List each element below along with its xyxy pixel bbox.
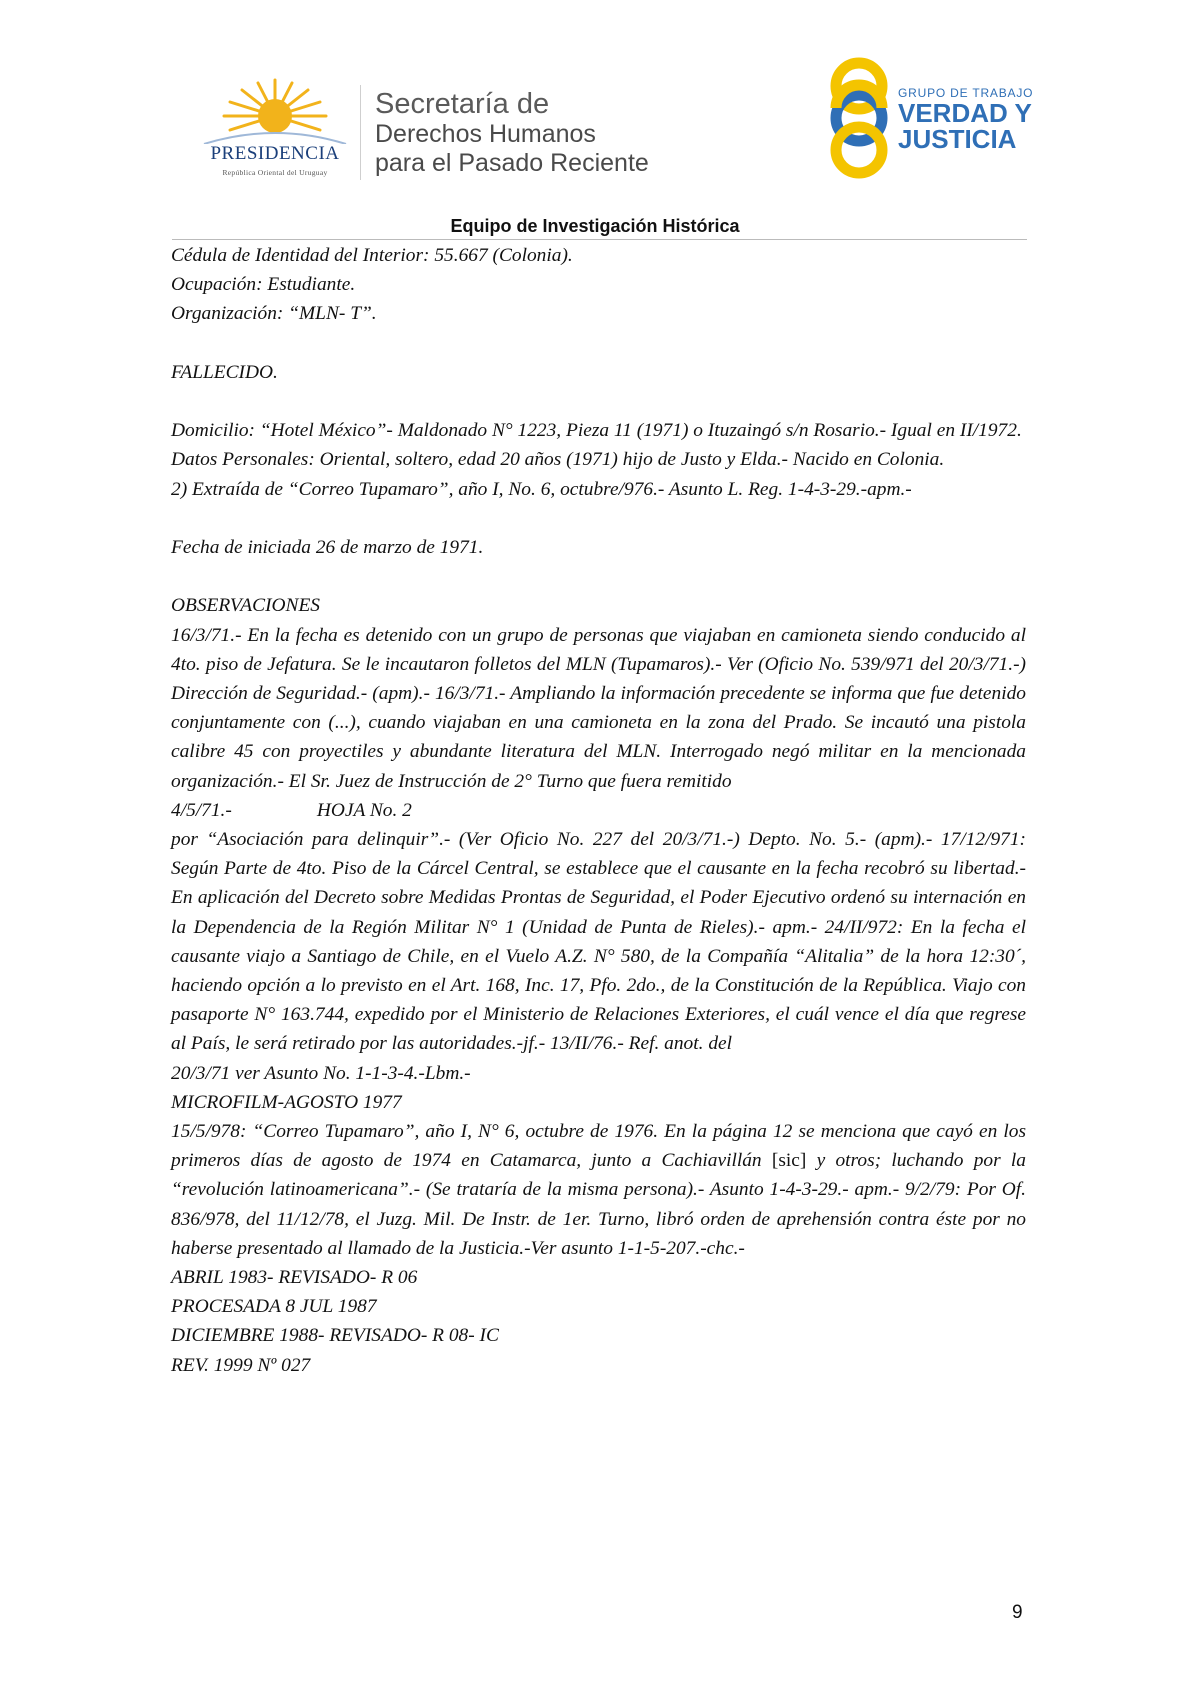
secretaria-line-3: para el Pasado Reciente: [375, 149, 649, 177]
diciembre-line: DICIEMBRE 1988- REVISADO- R 08- IC: [171, 1325, 499, 1347]
equipo-title: Equipo de Investigación Histórica: [450, 216, 740, 236]
organizacion-line: Organización: “MLN- T”.: [171, 303, 377, 325]
verdad-justicia-rings-icon: [822, 56, 897, 180]
sun-icon: [196, 78, 354, 144]
rev-line: REV. 1999 Nº 027: [171, 1354, 311, 1376]
datos-personales-paragraph: Datos Personales: Oriental, soltero, edad 20 años (1971) hijo de Justo y Elda.- Nacido en Colonia.: [171, 449, 945, 471]
observaciones-paragraph-3: [171, 1117, 1026, 1263]
obs3-part-b: y otros; luchando por la “revolución latinoamericana”.- (Se trataría de la misma persona).- Asunto 1-4-3-29.- apm.- 9/2/79: Por Of. 836/978, del 11/12/78, el Juzg. Mil. De Instr. de 1er. Turno, libró orden de aprehensión contra éste por no haberse presentado al llamado de la Justicia.-Ver asunto 1-1-5-207.-chc.-: [171, 1150, 1026, 1259]
presidencia-subtitle: República Oriental del Uruguay: [222, 168, 328, 177]
spacer: [171, 504, 1026, 533]
hoja-date: 4/5/71.-: [171, 799, 232, 821]
hoja-line: [171, 796, 1026, 825]
presidencia-name: PRESIDENCIA: [210, 143, 340, 164]
spacer: [171, 562, 1026, 591]
cedula-line: Cédula de Identidad del Interior: 55.667 (Colonia).: [171, 245, 573, 266]
grupo-trabajo-text: [898, 86, 1033, 152]
procesada-line: PROCESADA 8 JUL 1987: [171, 1296, 377, 1318]
document-body: [171, 241, 1026, 1380]
ocupacion-line: Ocupación: Estudiante.: [171, 274, 356, 296]
observaciones-paragraph-1: 16/3/71.- En la fecha es detenido con un grupo de personas que viajaban en camioneta siendo conducido al 4to. piso de Jefatura. Se le incautaron folletos del MLN (Tupamaros).- Ver (Oficio No. 539/971 del 20/3/71.-) Dirección de Seguridad.- (apm).- 16/3/71.- Ampliando la información precedente se informa que fue detenido conjuntamente con (...), cuando viajaban en una camioneta en la zona del Prado. Se incautó una pistola calibre 45 con proyectiles y abundante literatura del MLN. Interrogado negó militar en la mencionada organización.- El Sr. Juez de Instrucción de 2° Turno que fuera remitido: [171, 624, 1026, 792]
header-rule: [172, 239, 1027, 240]
hoja-label: HOJA No. 2: [316, 799, 412, 821]
spacer: [171, 387, 1026, 416]
grupo-line-3: JUSTICIA: [898, 124, 1017, 154]
page-number: 9: [1012, 1602, 1023, 1623]
secretaria-line-2: Derechos Humanos: [375, 120, 596, 148]
domicilio-paragraph: Domicilio: “Hotel México”- Maldonado N° 1223, Pieza 11 (1971) o Ituzaingó s/n Rosario.- Igual en II/1972.: [171, 420, 1022, 442]
asunto-line: 20/3/71 ver Asunto No. 1-1-3-4.-Lbm.-: [171, 1062, 471, 1084]
spacer: [171, 329, 1026, 358]
grupo-line-1: GRUPO DE TRABAJO: [898, 86, 1034, 100]
obs3-part-a: 15/5/978: “Correo Tupamaro”, año I, N° 6, octubre de 1976. En la página 12 se menciona que cayó en los primeros días de agosto de 1974 en Catamarca, junto a Cachiavillán: [171, 1121, 1026, 1172]
observaciones-heading: OBSERVACIONES: [171, 595, 320, 617]
secretaria-line-1: Secretaría de: [375, 88, 550, 120]
sic-mark: [sic]: [771, 1150, 807, 1172]
fecha-iniciada-line: Fecha de iniciada 26 de marzo de 1971.: [171, 536, 484, 558]
abril-line: ABRIL 1983- REVISADO- R 06: [171, 1267, 418, 1289]
fallecido-line: FALLECIDO.: [171, 361, 278, 383]
grupo-line-2: VERDAD Y: [898, 98, 1032, 128]
extraida-line: 2) Extraída de “Correo Tupamaro”, año I, No. 6, octubre/976.- Asunto L. Reg. 1-4-3-29.-apm.-: [171, 478, 912, 500]
page-header: [0, 0, 1190, 236]
presidencia-logo: [196, 78, 354, 178]
header-divider: [360, 85, 361, 180]
microfilm-line: MICROFILM-AGOSTO 1977: [171, 1091, 402, 1113]
observaciones-paragraph-2: por “Asociación para delinquir”.- (Ver Oficio No. 227 del 20/3/71.-) Depto. No. 5.- (apm).- 17/12/971: Según Parte de 4to. Piso de la Cárcel Central, se establece que el causante en la fecha recobró su libertad.- En aplicación del Decreto sobre Medidas Prontas de Seguridad, el Poder Ejecutivo ordenó su internación en la Dependencia de la Región Militar N° 1 (Unidad de Punta de Rieles).- apm.- 24/II/972: En la fecha el causante viajo a Santiago de Chile, en el Vuelo A.Z. N° 580, de la Compañía “Alitalia” de la hora 12:30´, haciendo opción a lo previsto en el Art. 168, Inc. 17, Pfo. 2do., de la Constitución de la República. Viajo con pasaporte N° 163.744, expedido por el Ministerio de Relaciones Exteriores, el cuál vence el día que regrese al País, le será retirado por las autoridades.-jf.- 13/II/76.- Ref. anot. del: [171, 829, 1026, 1055]
secretaria-logo-text: [375, 88, 649, 178]
